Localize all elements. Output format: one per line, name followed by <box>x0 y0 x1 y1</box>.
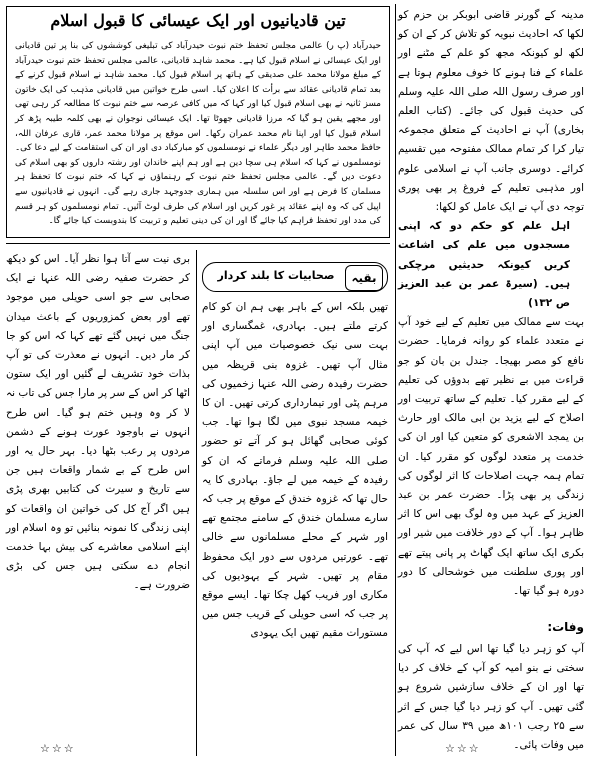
bottom-column-divider <box>196 250 197 756</box>
top-story-headline: تین قادیانیوں اور ایک عیسائی کا قبول اسلام <box>50 11 346 30</box>
right-column-stars: ☆☆☆ <box>445 742 481 755</box>
top-story-body-wrap <box>15 39 381 235</box>
continued-badge: بقیہ <box>345 265 383 291</box>
top-story-body: حیدرآباد (پ ر) عالمی مجلس تحفظ ختم نبوت حیدرآباد کی تبلیغی کوششوں کی بنا پر تین قادیانی اور ایک عیسائی نے اسلام قبول کیا ہے۔ محمد شاہد قادیانی، عالمی مجلس تحفظ ختم نبوت حیدرآباد کے مبلغ مولانا محمد علی صدیقی کے ہاتھ پر اسلام قبول کیا۔ محمد شاہد نے اسلام قبول کرنے کے بعد تمام قادیانی عقائد سے برأت کا اعلان کیا۔ اسی طرح خواتین میں قادیانی مذہب کی ایک خاتون مسز ثانیہ نے بھی اسلام قبول کیا اور کہا کہ میں کافی عرصہ سے ختم نبوت کا مطالعہ کر رہی تھی اور مجھے یقین ہو گیا کہ مرزا قادیانی جھوٹا تھا۔ ایک عیسائی نوجوان نے بھی کلمہ طیبہ پڑھ کر اسلام قبول کیا اور اپنا نام محمد عمران رکھا۔ اس موقع پر مولانا محمد عمر، قاری عرفان اللہ، حافظ محمد طاہر اور دیگر علماء نے نومسلموں کو مبارکباد دی اور ان کی استقامت کے لیے دعا کی۔ نومسلموں نے کہا کہ اسلام ہی سچا دین ہے اور ہم اپنے خاندان اور رشتہ داروں کو بھی اسلام کی دعوت دیں گے۔ عالمی مجلس تحفظ ختم نبوت کے رہنماؤں نے کہا کہ ختم نبوت کا تحفظ ہر مسلمان کا فرض ہے اور اس سلسلہ میں ہماری جدوجہد جاری رہے گی۔ انہوں نے قادیانیوں سے اپیل کی کہ وہ اپنے عقائد پر غور کریں اور اسلام کی طرف لوٹ آئیں۔ تمام نومسلموں کو ہر قسم کی مدد اور تحفظ فراہم کیا جائے گا اور ان کی دینی تعلیم و تربیت کا بندوبست کیا جائے گا۔ <box>15 41 381 227</box>
death-body-block <box>398 640 585 752</box>
right-column-quote: اہل علم کو حکم دو کہ اپنی مسجدوں میں علم کی اشاعت کریں کیونکہ حدیثیں مرچکی ہیں۔ (سیرۃ عمر بن عبد العزیز ص ۱۳۲) <box>398 220 570 310</box>
bottom-column-b-text: تھیں بلکہ اس کے باہر بھی ہم ان کو کام کرتے ملتے ہیں۔ بہادری، غمگساری اور بہت سی نیک خصوصیات میں آپ اپنی مثال آپ تھیں۔ غزوہ بنی قریظہ میں حضرت رفیدہ رضی اللہ عنہا زخمیوں کی مرہم پٹی اور تیمارداری کرتی تھیں۔ ان کا خیمہ مسجد نبوی میں لگا ہوا تھا۔ جب کوئی صحابی گھائل ہو کر آتے تو حضور صلی اللہ علیہ وسلم فرماتے کہ ان کو رفیدہ کے خیمہ میں لے جاؤ۔ بہادری کا یہ حال تھا کہ غزوہ خندق کے موقع پر جب کہ سارے مسلمان خندق کے سامنے مجتمع تھے اور شہر کے محلے مسلمانوں سے خالی تھے۔ عورتیں مردوں سے دور ایک محفوظ مقام پر تھیں۔ شہر کے یہودیوں کی مکاری اور فریب کھل چکا تھا۔ ایسے موقع پر جب کہ اسی حویلی کے قریب جس میں مستورات مقیم تھیں ایک یہودی <box>202 301 388 640</box>
bottom-column-a-text: بری نیت سے آتا ہوا نظر آیا۔ اس کو دیکھ کر حضرت صفیہ رضی اللہ عنہا نے ایک صحابی سے جو اسی حویلی میں موجود تھے اور بعض کمزوریوں کے باعث میدان جنگ میں نہیں گئے تھے کہا کہ اس کو جا کر مار دیں۔ انہوں نے معذرت کی تو آپ بذات خود تشریف لے گئیں اور ایک ستون اٹھا کر اس کے سر پر مارا جس کی تاب نہ لا کر وہ وہیں ختم ہو گیا۔ اس طرح انہوں نے باوجود عورت ہونے کے دشمن مردوں پر رعب بٹھا دیا۔ بہر حال یہ اور اس طرح کے بے شمار واقعات ہیں جن سے تاریخ و سیرت کی کتابیں بھری پڑی ہیں اگر آج کل کی خواتین ان واقعات کو اپنی زندگی کا نمونہ بنائیں تو وہ اسلام اور اپنے اسلامی معاشرے کی بیش بہا خدمت انجام دے سکتی ہیں جس کی بڑی ضرورت ہے۔ <box>6 253 190 592</box>
bottom-left-stars: ☆☆☆ <box>40 742 76 755</box>
column-divider <box>395 4 396 756</box>
death-heading: وفات: <box>547 620 584 634</box>
right-column-body-2: بہت سے ممالک میں تعلیم کے لیے خود آپ نے متعدد علماء کو روانہ فرمایا۔ حضرت نافع کو مصر بھیجا۔ جندل بن بان کو جو قراءت میں بے نظیر تھے بدوؤں کی تعلیم کے لیے مقرر کیا۔ تعلیم کے ساتھ تربیت اور اصلاح کے لیے یزید بن ابی مالک اور حارث بن یمجد الاشعری کو متعین کیا اور ان کی خدمت پر متعدد لوگوں کو مقرر کیا۔ ان تمام ہمہ جہت اصلاحات کا اثر لوگوں کی زندگی پر بھی پڑا۔ حضرت عمر بن عبد العزیز کے عہد میں وہ لوگ بھی اس کا اثر ظاہر ہوا۔ آپ کے دور خلافت میں شیر اور بکری ایک ساتھ ایک گھاٹ پر پانی پیتے تھے اور پوری سلطنت میں خوشحالی کا دور دورہ ہو گیا تھا۔ <box>398 316 584 598</box>
bottom-column-b <box>202 298 388 756</box>
death-body: آپ کو زہر دیا گیا تھا اس لیے کہ آپ کی سختی نے بنو امیہ کو آپ کے خلاف کر دیا تھا اور ان کے خلاف سازشیں شروع ہو گئی تھیں۔ آپ کو زہر دیا گیا جس کے اثر سے ۲۵ رجب ۱۰۱ھ میں ۳۹ سال کی عمر میں وفات پائی۔ <box>398 643 585 752</box>
section-header-box <box>202 262 388 292</box>
right-column-body: مدینہ کے گورنر قاضی ابوبکر بن حزم کو لکھا کہ احادیث نبویہ کو تلاش کر کے ان کو لکھ لو کیونکہ مجھ کو علم کے مٹنے اور علماء کے فنا ہونے کا خوف معلوم ہوتا ہے اور صرف رسول اللہ صلی اللہ علیہ وسلم کی حدیث قبول کی جائے۔ (کتاب العلم بخاری) آپ نے احادیث کے متعلق مجموعہ تیار کرا کر تمام ممالک مفتوحہ میں تقسیم کرائے۔ دوسری جانب آپ نے اسلامی علوم اور مذہبی تعلیم کے فروغ پر بھی پوری توجہ دی آپ نے ایک عامل کو لکھا: <box>398 9 584 214</box>
top-story-box <box>6 6 390 238</box>
death-section <box>398 620 584 634</box>
bottom-column-a <box>6 250 190 736</box>
horizontal-divider <box>6 243 390 244</box>
right-column <box>398 6 584 601</box>
section-title: صحابیات کا بلند کردار <box>217 269 335 282</box>
